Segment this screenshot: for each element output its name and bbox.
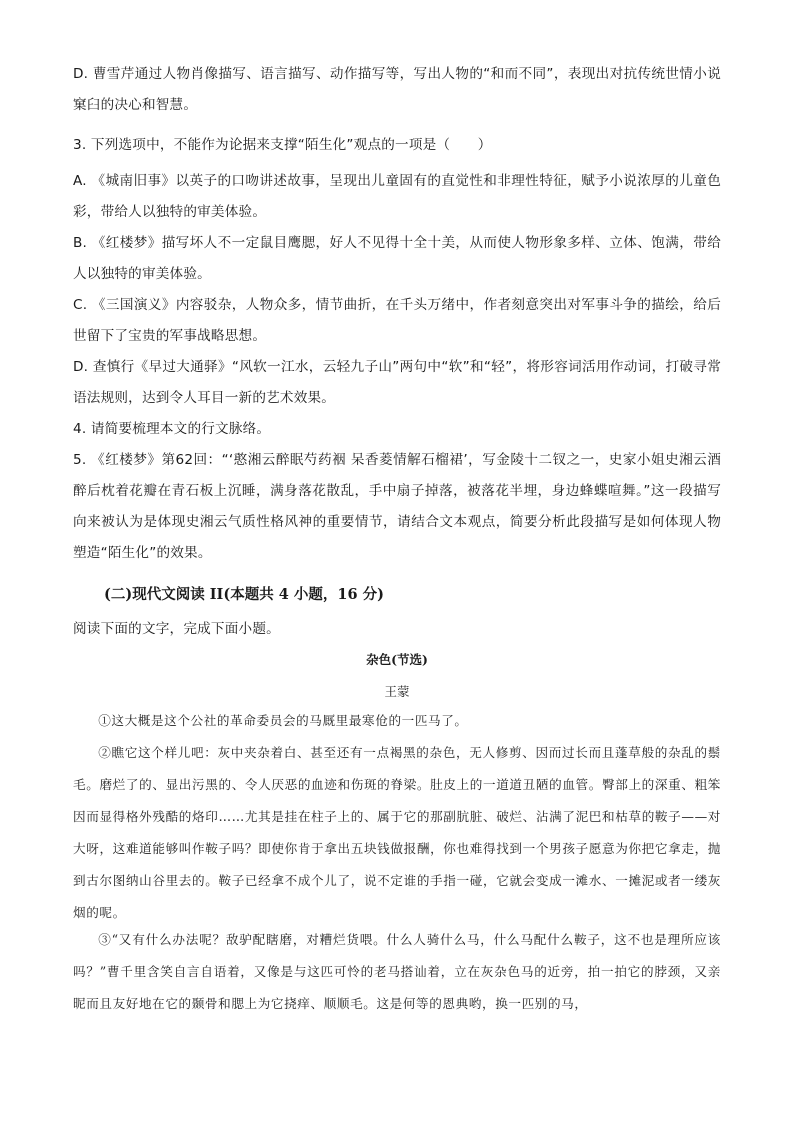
article-author: 王蒙 [384,684,410,699]
question-3-stem: 3. 下列选项中，不能作为论据来支撑“陌生化”观点的一项是（ ） [73,137,492,153]
question-3-option-a: A. 《城南旧事》以英子的口吻讲述故事，呈现出儿童固有的直觉性和非理性特征，赋予小说浓厚的儿童色彩，带给人以独特的审美体验。 [73,173,721,220]
question-4: 4. 请简要梳理本文的行文脉络。 [73,421,271,437]
question-3-option-c: C. 《三国演义》内容驳杂，人物众多，情节曲折，在千头万绪中，作者刻意突出对军事斗争的描绘，给后世留下了宝贵的军事战略思想。 [73,297,721,344]
question-3-option-b: B. 《红楼梦》描写坏人不一定鼠目鹰腮，好人不见得十全十美，从而使人物形象多样、立体、饱满，带给人以独特的审美体验。 [73,235,721,282]
article-title: 杂色(节选) [366,652,428,667]
question-3-option-d: D. 查慎行《早过大通驿》“风软一江水，云轻九子山”两句中“软”和“轻”，将形容词活用作动词，打破寻常语法规则，达到令人耳目一新的艺术效果。 [73,359,721,406]
reading-instruction: 阅读下面的文字，完成下面小题。 [73,621,280,637]
article-paragraph-2: ②瞧它这个样儿吧：灰中夹杂着白、甚至还有一点褐黑的杂色，无人修剪、因而过长而且蓬草般的杂乱的鬃毛。磨烂了的、显出污黑的、令人厌恶的血迹和伤斑的脊梁。肚皮上的一道道丑陋的血管。臀部上的深重、粗笨因而显得格外残酷的烙印……尤其是挂在柱子上的、属于它的那副肮脏、破烂、沾满了泥巴和枯草的鞍子——对大呀，这难道能够叫作鞍子吗？即使你肯于拿出五块钱做报酬，你也难得找到一个男孩子愿意为你把它拿走，抛到古尔图纳山谷里去的。鞍子已经拿不成个儿了，说不定谁的手指一碰，它就会变成一滩水、一摊泥或者一缕灰烟的呢。 [73,745,721,920]
article-paragraph-3: ③“又有什么办法呢？敌驴配瞎磨，对糟烂货喂。什么人骑什么马，什么马配什么鞍子，这不也是理所应该吗？”曹千里含笑自言自语着，又像是与这匹可怜的老马搭讪着，立在灰杂色马的近旁，拍一拍它的脖颈，又亲昵而且友好地在它的颞骨和腮上为它挠痒、顺顺毛。这是何等的恩典哟，换一匹别的马， [73,932,721,1011]
option-d-q2: D. 曹雪芹通过人物肖像描写、语言描写、动作描写等，写出人物的“和而不同”，表现出对抗传统世情小说窠臼的决心和智慧。 [73,66,721,113]
article-paragraph-1: ①这大概是这个公社的革命委员会的马厩里最寒伧的一匹马了。 [98,713,468,728]
section-heading: (二)现代文阅读 II(本题共 4 小题，16 分) [104,586,384,603]
question-5: 5. 《红楼梦》第62回：“‘憨湘云醉眠芍药裀 呆香菱情解石榴裙’，写金陵十二钗之一，史家小姐史湘云酒醉后枕着花瓣在青石板上沉睡，满身落花散乱，手中扇子掉落，被落花半埋，身边蜂蝶喧舞。”这一段描写向来被认为是体现史湘云气质性格风神的重要情节，请结合文本观点，简要分析此段描写是如何体现人物塑造“陌生化”的效果。 [73,452,721,561]
